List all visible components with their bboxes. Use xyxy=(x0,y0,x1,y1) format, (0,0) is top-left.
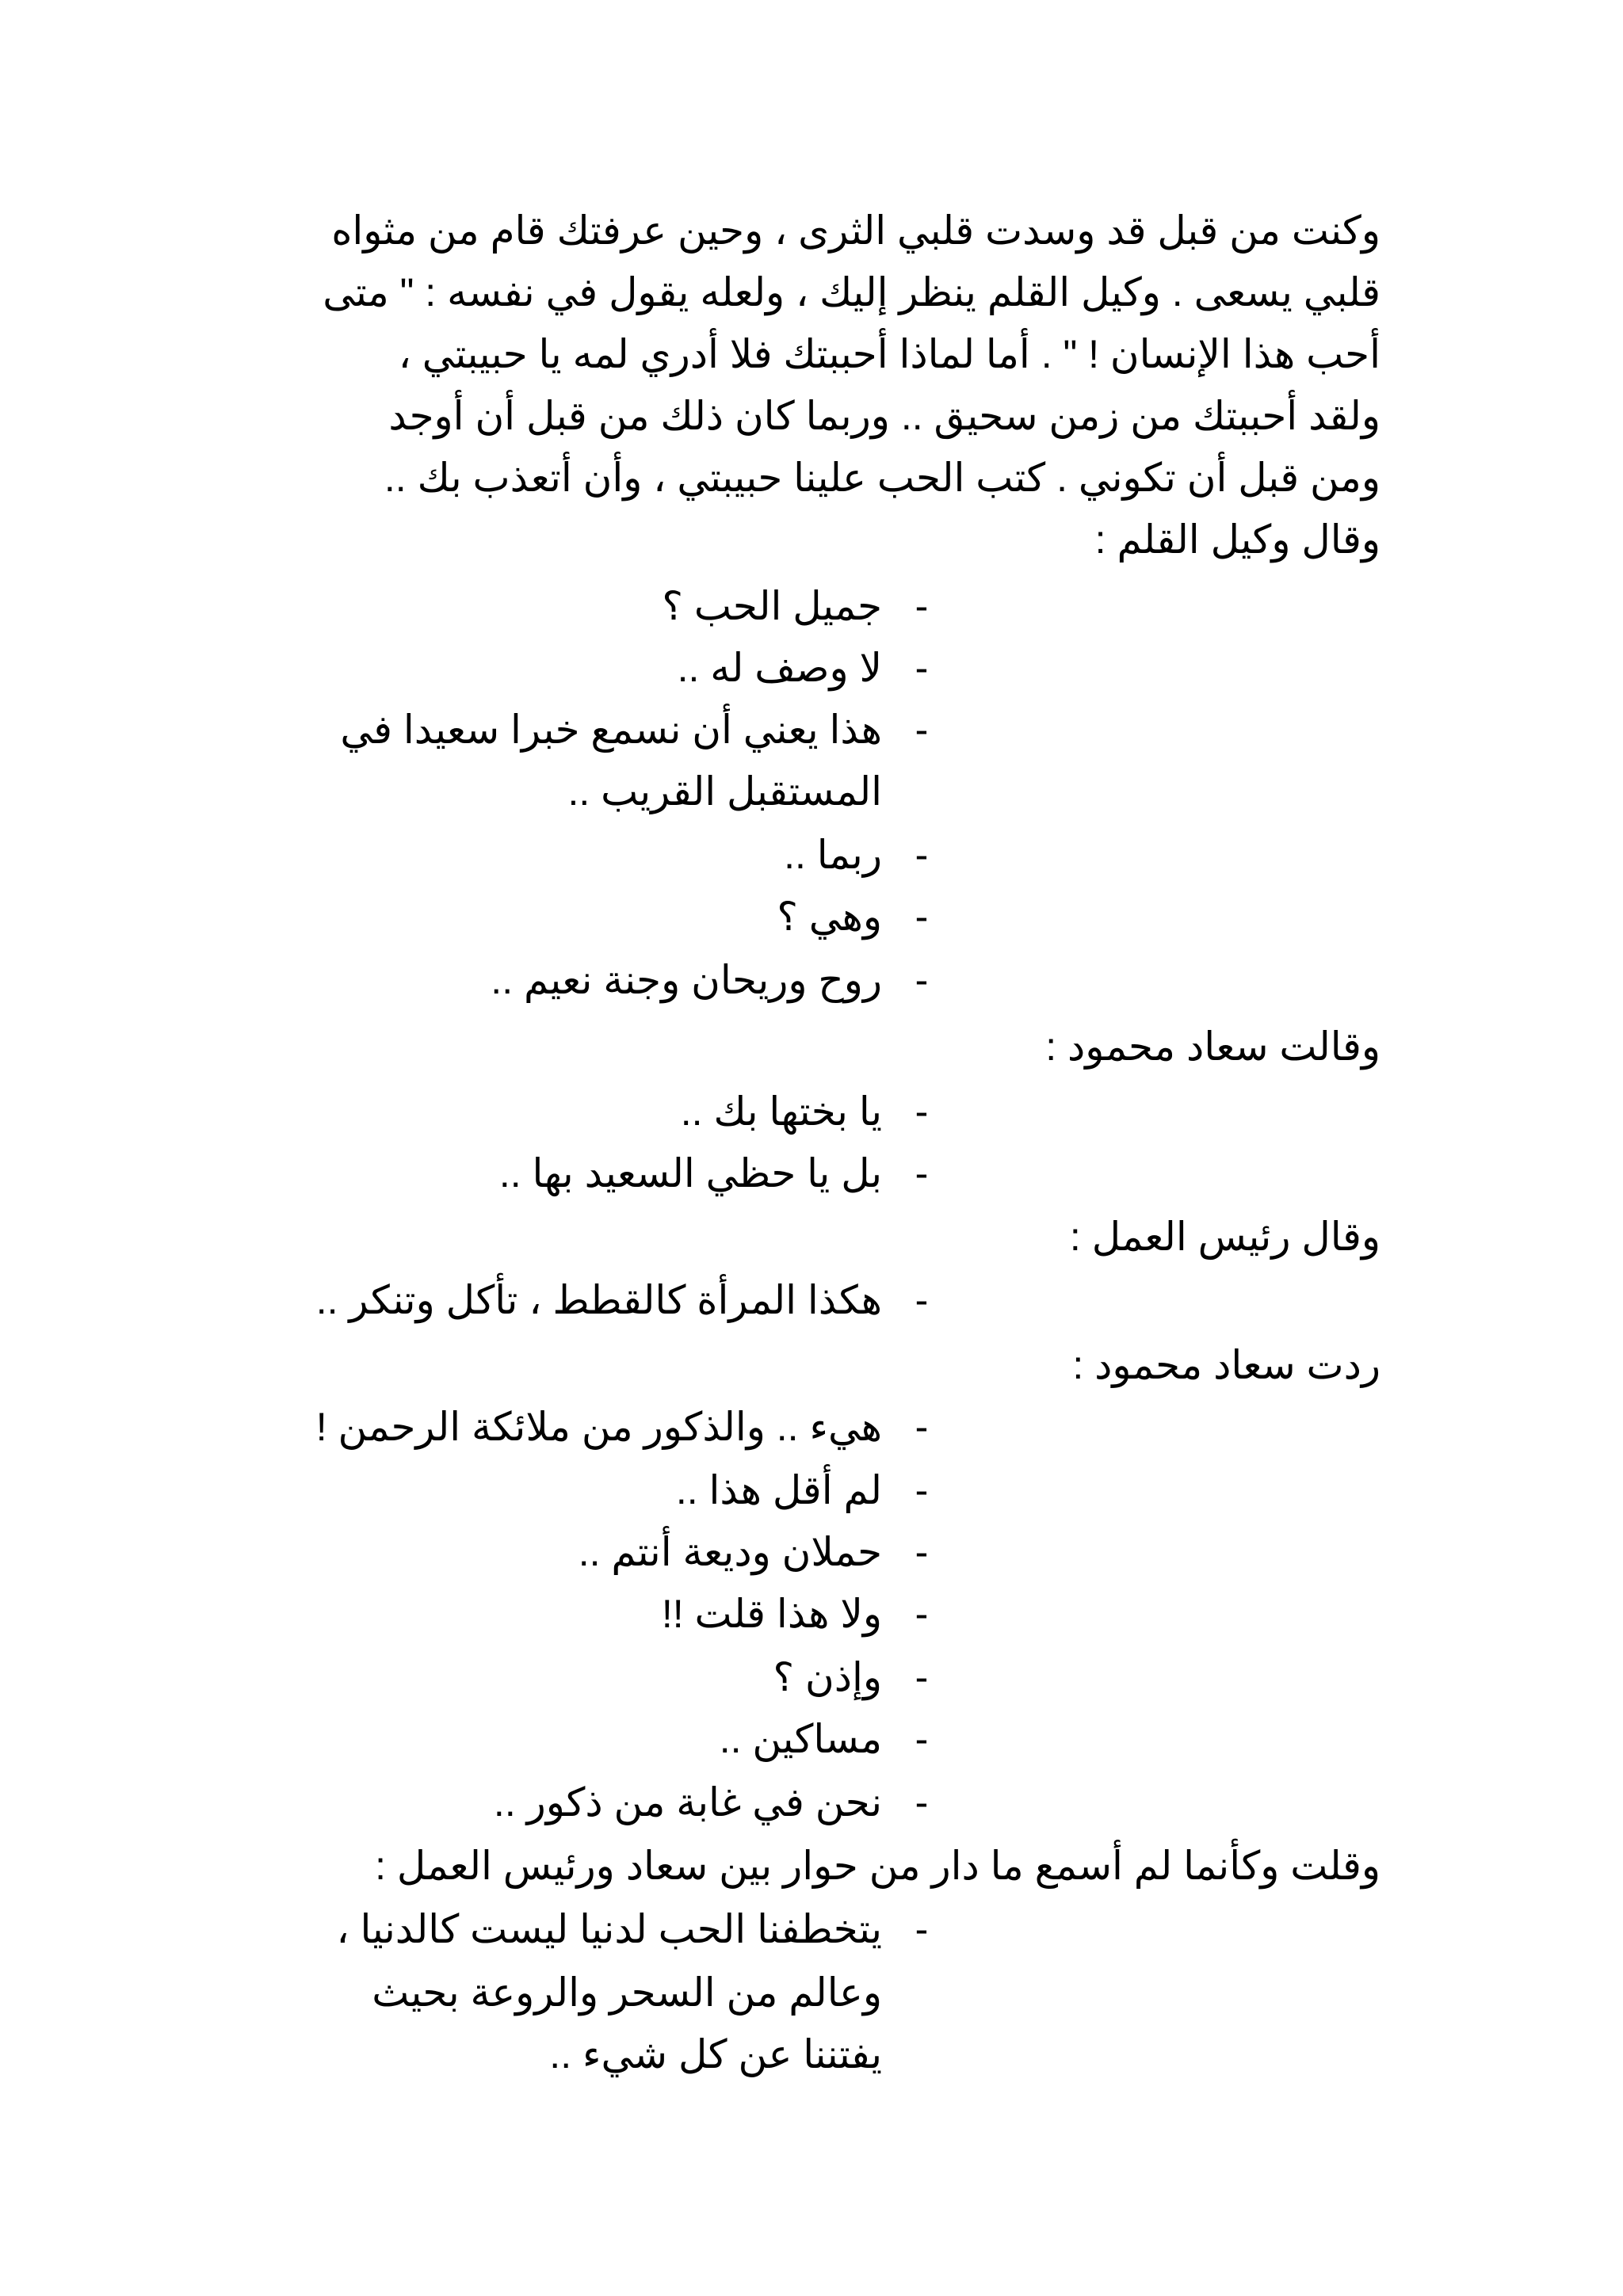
dialogue-dash: - xyxy=(915,1151,929,1196)
dialogue-dash: - xyxy=(915,1907,929,1951)
dialogue-line: وإذن ؟ xyxy=(773,1655,882,1699)
dialogue-line: هكذا المرأة كالقطط ، تأكل وتنكر .. xyxy=(315,1278,882,1322)
dialogue-dash: - xyxy=(915,1780,929,1825)
dialogue-line: مساكين .. xyxy=(719,1717,882,1761)
dialogue-line: هيء .. والذكور من ملائكة الرحمن ! xyxy=(315,1405,882,1449)
narration-line: وقال رئيس العمل : xyxy=(1069,1215,1381,1259)
dialogue-dash: - xyxy=(915,1278,929,1322)
paragraph-line: ومن قبل أن تكوني . كتب الحب علينا حبيبتي ، وأن أتعذب بك .. xyxy=(384,456,1381,500)
paragraph-line: قلبي يسعى . وكيل القلم ينظر إليك ، ولعله يقول في نفسه : " متى xyxy=(323,270,1381,315)
dialogue-dash: - xyxy=(915,646,929,690)
dialogue-line: جميل الحب ؟ xyxy=(662,584,882,628)
dialogue-dash: - xyxy=(915,958,929,1002)
dialogue-dash: - xyxy=(915,833,929,877)
paragraph-line: ولقد أحببتك من زمن سحيق .. وربما كان ذلك من قبل أن أوجد xyxy=(388,394,1381,438)
dialogue-dash: - xyxy=(915,1655,929,1699)
paragraph-line: أحب هذا الإنسان ! " . أما لماذا أحببتك فلا أدري لمه يا حبيبتي ، xyxy=(398,332,1381,376)
dialogue-dash: - xyxy=(915,707,929,752)
dialogue-line: نحن في غابة من ذكور .. xyxy=(493,1780,882,1825)
dialogue-line: ولا هذا قلت !! xyxy=(661,1592,882,1636)
dialogue-dash: - xyxy=(915,1405,929,1449)
dialogue-line-continuation: المستقبل القريب .. xyxy=(567,769,882,814)
dialogue-line: روح وريحان وجنة نعيم .. xyxy=(491,958,882,1002)
dialogue-line: هذا يعني أن نسمع خبرا سعيدا في xyxy=(340,707,882,752)
dialogue-dash: - xyxy=(915,1717,929,1761)
dialogue-dash: - xyxy=(915,894,929,939)
dialogue-line: يا بختها بك .. xyxy=(680,1089,882,1134)
narration-line: ردت سعاد محمود : xyxy=(1072,1343,1381,1387)
dialogue-line: يتخطفنا الحب لدنيا ليست كالدنيا ، xyxy=(336,1907,882,1951)
dialogue-line: ربما .. xyxy=(784,833,882,877)
narration-line: وقالت سعاد محمود : xyxy=(1045,1024,1381,1069)
dialogue-dash: - xyxy=(915,1089,929,1134)
dialogue-line-continuation: وعالم من السحر والروعة بحيث xyxy=(372,1970,882,2015)
dialogue-line: وهي ؟ xyxy=(777,894,882,939)
dialogue-line: حملان وديعة أنتم .. xyxy=(578,1530,882,1574)
dialogue-dash: - xyxy=(915,1468,929,1512)
dialogue-line: لم أقل هذا .. xyxy=(675,1468,882,1512)
paragraph-line: وكنت من قبل قد وسدت قلبي الثرى ، وحين عرفتك قام من مثواه xyxy=(331,208,1381,253)
narration-line: وقال وكيل القلم : xyxy=(1094,517,1381,562)
dialogue-line-continuation: يفتننا عن كل شيء .. xyxy=(549,2032,882,2077)
dialogue-dash: - xyxy=(915,1592,929,1636)
dialogue-line: بل يا حظي السعيد بها .. xyxy=(498,1151,882,1196)
dialogue-dash: - xyxy=(915,584,929,628)
narration-line: وقلت وكأنما لم أسمع ما دار من حوار بين سعاد ورئيس العمل : xyxy=(375,1844,1381,1888)
dialogue-line: لا وصف له .. xyxy=(677,646,882,690)
dialogue-dash: - xyxy=(915,1530,929,1574)
